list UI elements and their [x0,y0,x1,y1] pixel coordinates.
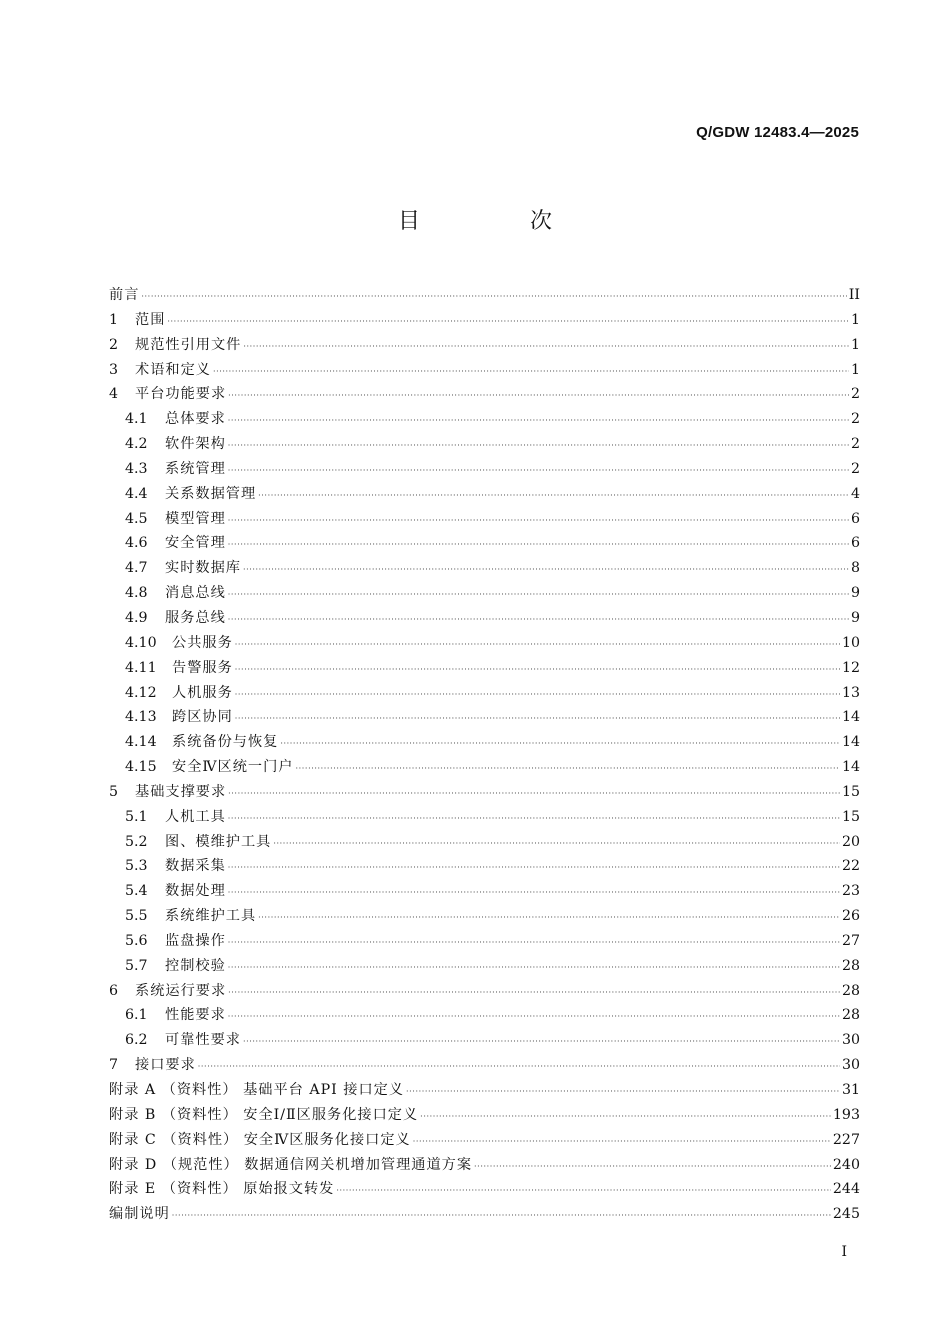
toc-leader-dots [228,807,840,832]
toc-entry-label: 告警服务 [172,659,233,676]
toc-entry-label: 规范性引用文件 [135,336,242,353]
toc-entry-page: 6 [850,510,860,527]
toc-leader-dots [167,310,849,335]
toc-entry-number: 6 [109,982,119,999]
toc-entry-page: 13 [841,684,860,701]
toc-entry-page: 15 [841,783,860,800]
toc-leader-dots [213,360,849,385]
toc-entry-number: 5.4 [125,883,148,900]
toc-entry-page: 9 [850,609,860,626]
toc-entry-page: 14 [841,759,860,776]
toc-entry-label: 人机服务 [172,684,233,701]
toc-entry-label: 公共服务 [172,634,233,651]
toc-entry-page: 2 [850,436,860,453]
toc-entry-page: 28 [841,957,860,974]
toc-entry[interactable] [109,1003,860,1028]
toc-entry[interactable] [109,755,860,780]
toc-leader-dots [228,409,849,434]
toc-entry[interactable] [109,879,860,904]
toc-entry-page: 14 [841,709,860,726]
toc-entry-label: 范围 [135,311,166,328]
toc-entry[interactable] [109,1202,860,1227]
toc-entry-number: 2 [109,336,119,353]
toc-leader-dots [474,1155,831,1180]
toc-entry-page: 30 [841,1032,860,1049]
toc-entry-label: 安全管理 [165,535,226,552]
toc-entry[interactable] [109,308,860,333]
toc-entry-page: 8 [850,560,860,577]
toc-entry-label: 数据处理 [165,883,226,900]
toc-entry[interactable] [109,705,860,730]
toc-entry-label: 系统管理 [165,460,226,477]
toc-entry-label: 跨区协同 [172,709,233,726]
toc-entry-page: 9 [850,585,860,602]
toc-entry-page: 26 [841,908,860,925]
toc-entry-label: 性能要求 [165,1007,226,1024]
toc-entry-label: 编制说明 [109,1206,170,1223]
toc-entry[interactable] [109,606,860,631]
toc-entry-number: 5.5 [125,908,148,925]
toc-entry[interactable] [109,581,860,606]
toc-entry[interactable] [109,1128,860,1153]
toc-entry-number: 6.1 [125,1007,148,1024]
toc-leader-dots [228,981,840,1006]
toc-leader-dots [243,335,849,360]
toc-leader-dots [198,1055,840,1080]
toc-entry-number: 5 [109,783,119,800]
toc-entry-label: 数据采集 [165,858,226,875]
toc-entry-label: 服务总线 [165,609,226,626]
toc-entry-number: 4.11 [125,659,157,676]
toc-entry[interactable] [109,457,860,482]
toc-entry-page: 27 [841,932,860,949]
page-title: 目 次 [397,209,596,234]
toc-entry-label: 关系数据管理 [165,485,257,502]
toc-leader-dots [228,533,849,558]
table-of-contents [109,283,860,1227]
toc-leader-dots [243,558,849,583]
toc-entry[interactable] [109,681,860,706]
toc-entry-number: 4.12 [125,684,157,701]
toc-entry[interactable] [109,780,860,805]
toc-entry-page: 240 [832,1156,860,1173]
toc-entry-number: 4.6 [125,535,148,552]
toc-entry-page: 20 [841,833,860,850]
toc-entry[interactable] [109,1153,860,1178]
toc-entry-page: 2 [850,411,860,428]
toc-entry-page: 245 [832,1206,860,1223]
toc-entry[interactable] [109,1177,860,1202]
toc-leader-dots [228,583,849,608]
toc-entry-number: 4.9 [125,609,148,626]
toc-entry-page: II [848,287,860,303]
toc-entry-number: 4.2 [125,436,148,453]
toc-entry-page: 12 [841,659,860,676]
toc-entry[interactable] [109,1053,860,1078]
toc-entry-page: 4 [850,485,860,502]
toc-entry[interactable] [109,1028,860,1053]
toc-entry-page: 1 [850,311,860,328]
toc-leader-dots [235,658,840,683]
toc-entry-number: 4.10 [125,634,157,651]
toc-entry-number: 5.3 [125,858,148,875]
toc-entry[interactable] [109,556,860,581]
toc-entry[interactable] [109,979,860,1004]
toc-entry-label: 可靠性要求 [165,1032,241,1049]
toc-entry-number: 6.2 [125,1032,148,1049]
toc-entry-page: 14 [841,734,860,751]
toc-entry-label: 总体要求 [165,411,226,428]
toc-entry-number: 4.7 [125,560,148,577]
toc-leader-dots [228,956,840,981]
toc-entry-label: 附录 D （规范性） 数据通信网关机增加管理通道方案 [109,1156,473,1173]
toc-entry[interactable] [109,954,860,979]
toc-leader-dots [228,782,840,807]
toc-entry[interactable] [109,1103,860,1128]
toc-entry[interactable] [109,854,860,879]
toc-entry-number: 4.3 [125,460,148,477]
toc-entry-label: 安全Ⅳ区统一门户 [172,759,294,776]
toc-entry-label: 术语和定义 [135,361,211,378]
toc-entry[interactable] [109,656,860,681]
toc-leader-dots [228,856,840,881]
toc-entry-page: 31 [841,1082,860,1098]
toc-entry-number: 7 [109,1057,119,1074]
toc-entry-number: 4.5 [125,510,148,527]
toc-leader-dots [420,1105,831,1130]
toc-entry-page: 2 [850,386,860,403]
toc-entry-label: 附录 C （资料性） 安全Ⅳ区服务化接口定义 [109,1131,411,1148]
toc-leader-dots [243,1030,840,1055]
toc-entry[interactable] [109,382,860,407]
toc-entry-page: 227 [832,1131,860,1148]
toc-entry[interactable] [109,929,860,954]
toc-entry-number: 4.8 [125,585,148,602]
toc-entry-label: 监盘操作 [165,932,226,949]
toc-leader-dots [228,459,849,484]
toc-entry[interactable] [109,407,860,432]
toc-entry-page: 15 [841,808,860,825]
toc-leader-dots [228,1005,840,1030]
toc-entry-label: 系统备份与恢复 [172,734,279,751]
toc-leader-dots [413,1130,831,1155]
toc-entry-number: 5.1 [125,808,148,825]
toc-entry-page: 244 [832,1181,860,1198]
toc-entry-label: 模型管理 [165,510,226,527]
toc-entry-number: 4.4 [125,485,148,502]
toc-entry-label: 软件架构 [165,436,226,453]
toc-entry-number: 1 [109,311,119,328]
toc-leader-dots [141,285,846,310]
toc-entry-label: 接口要求 [135,1057,196,1074]
toc-entry-page: 1 [850,336,860,353]
toc-entry[interactable] [109,531,860,556]
toc-entry-label: 系统运行要求 [135,982,227,999]
toc-entry-page: 22 [841,858,860,875]
toc-entry-label: 实时数据库 [165,560,241,577]
toc-entry-label: 附录 E （资料性） 原始报文转发 [109,1181,335,1198]
toc-entry-label: 人机工具 [165,808,226,825]
toc-leader-dots [228,384,849,409]
page-number: I [841,1244,847,1260]
toc-leader-dots [228,434,849,459]
toc-entry[interactable] [109,805,860,830]
toc-entry[interactable] [109,1078,860,1103]
toc-entry-page: 30 [841,1057,860,1074]
toc-leader-dots [228,509,849,534]
toc-entry-page: 28 [841,1007,860,1024]
toc-entry-label: 平台功能要求 [135,386,227,403]
toc-entry-page: 10 [841,634,860,651]
toc-leader-dots [228,881,840,906]
toc-entry-page: 6 [850,535,860,552]
toc-entry-label: 前言 [109,287,140,303]
toc-leader-dots [273,832,840,857]
toc-leader-dots [296,757,840,782]
toc-entry-label: 基础支撑要求 [135,783,227,800]
toc-leader-dots [228,931,840,956]
toc-entry[interactable] [109,830,860,855]
toc-leader-dots [280,732,840,757]
toc-entry-number: 5.2 [125,833,148,850]
toc-entry-number: 5.7 [125,957,148,974]
toc-leader-dots [336,1179,831,1204]
toc-leader-dots [235,707,840,732]
document-code: Q/GDW 12483.4—2025 [696,124,859,141]
toc-entry-number: 4 [109,386,119,403]
toc-entry[interactable] [109,432,860,457]
toc-entry-number: 4.13 [125,709,157,726]
toc-entry-label: 附录 B （资料性） 安全Ⅰ/Ⅱ区服务化接口定义 [109,1106,419,1123]
toc-entry-label: 控制校验 [165,957,226,974]
toc-entry-number: 5.6 [125,932,148,949]
toc-entry-page: 1 [850,361,860,378]
toc-leader-dots [235,683,840,708]
toc-entry-label: 图、模维护工具 [165,833,272,850]
toc-entry[interactable] [109,482,860,507]
toc-entry-label: 附录 A （资料性） 基础平台 API 接口定义 [109,1082,405,1098]
toc-leader-dots [172,1204,831,1229]
toc-entry[interactable] [109,631,860,656]
toc-entry[interactable] [109,507,860,532]
toc-entry-label: 消息总线 [165,585,226,602]
toc-entry-page: 28 [841,982,860,999]
toc-entry[interactable] [109,358,860,383]
toc-entry-page: 2 [850,460,860,477]
toc-entry-label: 系统维护工具 [165,908,257,925]
toc-entry-number: 4.1 [125,411,148,428]
toc-entry-page: 193 [832,1106,860,1123]
toc-leader-dots [258,484,849,509]
toc-entry[interactable] [109,333,860,358]
toc-entry[interactable] [109,730,860,755]
toc-leader-dots [228,608,849,633]
toc-entry-page: 23 [841,883,860,900]
toc-leader-dots [235,633,840,658]
toc-entry[interactable] [109,283,860,308]
toc-entry-number: 4.15 [125,759,157,776]
toc-entry-number: 4.14 [125,734,157,751]
toc-leader-dots [406,1080,840,1105]
toc-leader-dots [258,906,840,931]
toc-entry[interactable] [109,904,860,929]
toc-entry-number: 3 [109,361,119,378]
